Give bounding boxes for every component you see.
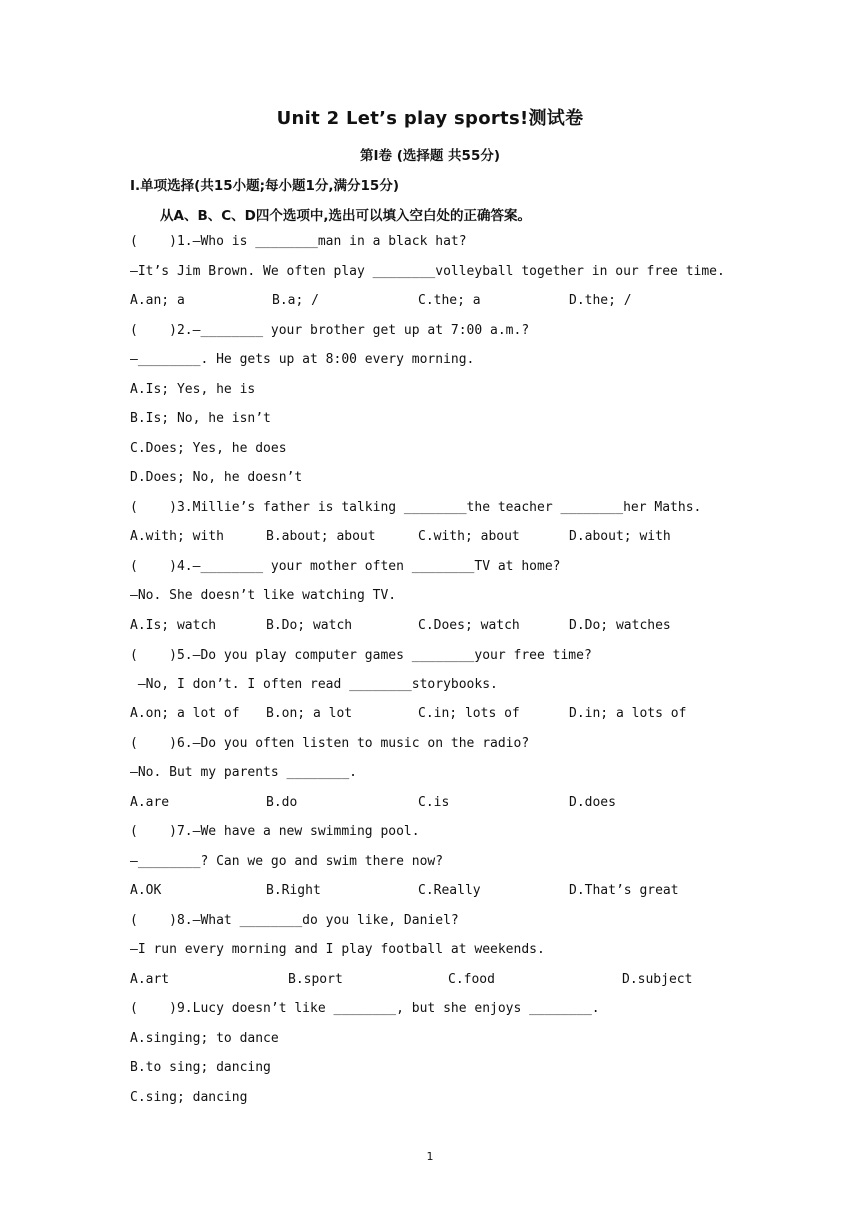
- instruction-text: 从A、B、C、D四个选项中,选出可以填入空白处的正确答案。: [160, 208, 531, 224]
- question-6-stem: ( )6.—Do you often listen to music on the radio?: [130, 736, 530, 751]
- question-7-option-b: B.Right: [266, 883, 321, 898]
- question-5-option-c: C.in; lots of: [418, 706, 520, 721]
- question-3-option-d: D.about; with: [569, 529, 671, 544]
- question-1-option-a: A.an; a: [130, 293, 185, 308]
- question-6-reply: —No. But my parents ________.: [130, 765, 357, 780]
- question-9-option-c: C.sing; dancing: [130, 1090, 248, 1105]
- question-9-option-b: B.to sing; dancing: [130, 1060, 271, 1075]
- question-5-option-a: A.on; a lot of: [130, 706, 240, 721]
- question-4-option-a: A.Is; watch: [130, 618, 217, 633]
- question-3-option-c: C.with; about: [418, 529, 520, 544]
- question-4-option-b: B.Do; watch: [266, 618, 353, 633]
- question-6-option-d: D.does: [569, 795, 616, 810]
- question-5-option-b: B.on; a lot: [266, 706, 353, 721]
- question-1-option-c: C.the; a: [418, 293, 481, 308]
- question-8-stem: ( )8.—What ________do you like, Daniel?: [130, 913, 459, 928]
- question-4-option-c: C.Does; watch: [418, 618, 520, 633]
- question-7-option-a: A.OK: [130, 883, 162, 898]
- question-6-option-c: C.is: [418, 795, 450, 810]
- question-7-option-d: D.That’s great: [569, 883, 679, 898]
- question-9-option-a: A.singing; to dance: [130, 1031, 279, 1046]
- question-8-option-a: A.art: [130, 972, 170, 987]
- question-1-option-b: B.a; /: [272, 293, 319, 308]
- question-8-reply: —I run every morning and I play football at weekends.: [130, 942, 545, 957]
- question-2-stem: ( )2.—________ your brother get up at 7:00 a.m.?: [130, 323, 530, 338]
- question-7-stem: ( )7.—We have a new swimming pool.: [130, 824, 420, 839]
- question-5-reply: —No, I don’t. I often read ________storybooks.: [130, 677, 498, 692]
- question-4-option-d: D.Do; watches: [569, 618, 671, 633]
- question-3-option-b: B.about; about: [266, 529, 376, 544]
- question-4-reply: —No. She doesn’t like watching TV.: [130, 588, 397, 603]
- question-2-option-d: D.Does; No, he doesn’t: [130, 470, 303, 485]
- question-8-option-c: C.food: [448, 972, 495, 987]
- question-8-option-b: B.sport: [288, 972, 343, 987]
- question-4-stem: ( )4.—________ your mother often ________TV at home?: [130, 559, 561, 574]
- question-2-option-b: B.Is; No, he isn’t: [130, 411, 271, 426]
- page-title: Unit 2 Let’s play sports!测试卷: [276, 108, 584, 129]
- question-8-option-d: D.subject: [622, 972, 693, 987]
- question-1-option-d: D.the; /: [569, 293, 632, 308]
- question-9-stem: ( )9.Lucy doesn’t like ________, but she enjoys ________.: [130, 1001, 600, 1016]
- question-2-option-c: C.Does; Yes, he does: [130, 441, 287, 456]
- question-1-reply: —It’s Jim Brown. We often play ________volleyball together in our free time.: [130, 264, 725, 279]
- question-3-option-a: A.with; with: [130, 529, 224, 544]
- question-1-stem: ( )1.—Who is ________man in a black hat?: [130, 234, 467, 249]
- question-6-option-b: B.do: [266, 795, 298, 810]
- question-2-reply: —________. He gets up at 8:00 every morning.: [130, 352, 475, 367]
- question-5-option-d: D.in; a lots of: [569, 706, 687, 721]
- paper-subtitle: 第Ⅰ卷 (选择题 共55分): [359, 148, 501, 164]
- question-6-option-a: A.are: [130, 795, 170, 810]
- question-7-option-c: C.Really: [418, 883, 481, 898]
- question-5-stem: ( )5.—Do you play computer games ________your free time?: [130, 648, 592, 663]
- question-3-stem: ( )3.Millie’s father is talking ________the teacher ________her Maths.: [130, 500, 702, 515]
- section-heading: Ⅰ.单项选择(共15小题;每小题1分,满分15分): [130, 178, 399, 194]
- question-2-option-a: A.Is; Yes, he is: [130, 382, 256, 397]
- question-7-reply: —________? Can we go and swim there now?: [130, 854, 444, 869]
- page-number: 1: [426, 1150, 434, 1163]
